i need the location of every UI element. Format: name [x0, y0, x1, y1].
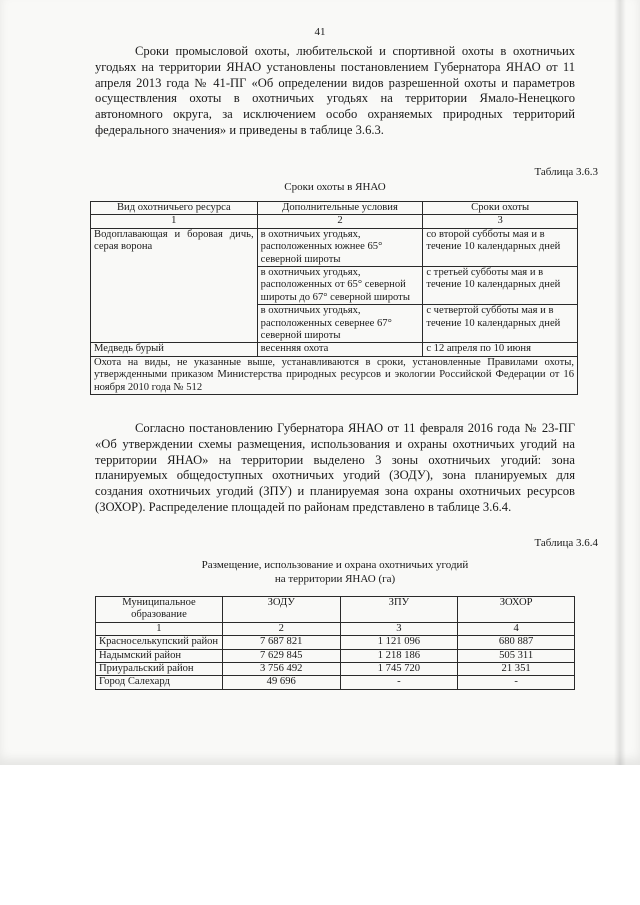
municipality-cell: Надымский район	[96, 649, 223, 662]
header-zohor: ЗОХОР	[458, 597, 575, 623]
paragraph-hunting-periods: Сроки промысловой охоты, любительской и спортивной охоты в охотничьих угодьях на территории ЯНАО установлены постановлением Губернатора ЯНАО от 11 апреля 2013 года № 41-ПГ «Об определении видов разрешенной охоты и параметров осуществления охоты в охотничьих угодьях на территории Ямало-Ненецкого автономного округа, за исключением особо охраняемых природных территорий федерального значения» и приведены в таблице 3.6.3.	[95, 44, 575, 137]
column-number-row	[96, 622, 575, 635]
value-cell: 49 696	[222, 676, 340, 689]
value-cell: 21 351	[458, 663, 575, 676]
period-cell: с четвертой субботы мая и в течение 10 календарных дней	[423, 305, 578, 343]
table-label-3-6-4: Таблица 3.6.4	[534, 537, 598, 549]
column-number-row	[91, 215, 578, 228]
resource-brown-bear: Медведь бурый	[91, 343, 258, 356]
table-row	[91, 228, 578, 266]
table-footnote-row	[91, 356, 578, 394]
caption-line: на территории ЯНАО (га)	[274, 573, 396, 585]
table-header-row	[96, 597, 575, 623]
column-number: 3	[340, 622, 458, 635]
header-periods: Сроки охоты	[423, 202, 578, 215]
municipality-cell: Красноселькупский район	[96, 636, 223, 649]
hunting-zones-table	[95, 596, 575, 690]
table-row	[96, 649, 575, 662]
period-cell: с третьей субботы мая и в течение 10 календарных дней	[423, 267, 578, 305]
header-zodu: ЗОДУ	[222, 597, 340, 623]
caption-line: Размещение, использование и охрана охотничьих угодий	[201, 559, 469, 571]
page-number: 41	[314, 26, 326, 38]
table-caption-3-6-4	[95, 558, 575, 586]
value-cell: 1 121 096	[340, 636, 458, 649]
value-cell: 1 218 186	[340, 649, 458, 662]
period-cell: со второй субботы мая и в течение 10 календарных дней	[423, 228, 578, 266]
value-cell: 7 629 845	[222, 649, 340, 662]
header-resource: Вид охотничьего ресурса	[91, 202, 258, 215]
table-row	[96, 663, 575, 676]
value-cell: 680 887	[458, 636, 575, 649]
condition-cell: в охотничьих угодьях, расположенных севернее 67° северной широты	[257, 305, 423, 343]
column-number: 2	[222, 622, 340, 635]
value-cell: 505 311	[458, 649, 575, 662]
municipality-cell: Город Салехард	[96, 676, 223, 689]
municipality-cell: Приуральский район	[96, 663, 223, 676]
table-row	[96, 636, 575, 649]
column-number: 1	[91, 215, 258, 228]
column-number: 2	[257, 215, 423, 228]
table-label-3-6-3: Таблица 3.6.3	[534, 166, 598, 178]
column-number: 1	[96, 622, 223, 635]
condition-cell: весенняя охота	[257, 343, 423, 356]
condition-cell: в охотничьих угодьях, расположенных от 65° северной широты до 67° северной широты	[257, 267, 423, 305]
table-footnote: Охота на виды, не указанные выше, устанавливаются в сроки, установленные Правилами охоты, утвержденными приказом Министерства природных ресурсов и экологии Российской Федерации от 16 ноября 2010 года № 512	[91, 356, 578, 394]
table-caption-3-6-3: Сроки охоты в ЯНАО	[284, 181, 386, 193]
header-conditions: Дополнительные условия	[257, 202, 423, 215]
header-zpu: ЗПУ	[340, 597, 458, 623]
value-cell: 7 687 821	[222, 636, 340, 649]
paragraph-hunting-zones: Согласно постановлению Губернатора ЯНАО от 11 февраля 2016 года № 23-ПГ «Об утверждении схемы размещения, использования и охраны охотничьих угодий на территории ЯНАО» на территории выделено 3 зоны охотничьих угодий: зона планируемых общедоступных охотничьих угодий (ЗОДУ), зона планируемых для создания охотничьих угодий (ЗПУ) и планируемая зона охраны охотничьих ресурсов (ЗОХОР). Распределение площадей по районам представлено в таблице 3.6.4.	[95, 421, 575, 514]
column-number: 3	[423, 215, 578, 228]
value-cell: 1 745 720	[340, 663, 458, 676]
value-cell: -	[458, 676, 575, 689]
hunting-periods-table	[90, 201, 578, 395]
value-cell: 3 756 492	[222, 663, 340, 676]
value-cell: -	[340, 676, 458, 689]
column-number: 4	[458, 622, 575, 635]
resource-waterfowl: Водоплавающая и боровая дичь, серая ворона	[91, 228, 258, 343]
table-row	[91, 343, 578, 356]
table-header-row	[91, 202, 578, 215]
header-municipality: Муниципальное образование	[96, 597, 223, 623]
condition-cell: в охотничьих угодьях, расположенных южнее 65° северной широты	[257, 228, 423, 266]
period-cell: с 12 апреля по 10 июня	[423, 343, 578, 356]
table-row	[96, 676, 575, 689]
